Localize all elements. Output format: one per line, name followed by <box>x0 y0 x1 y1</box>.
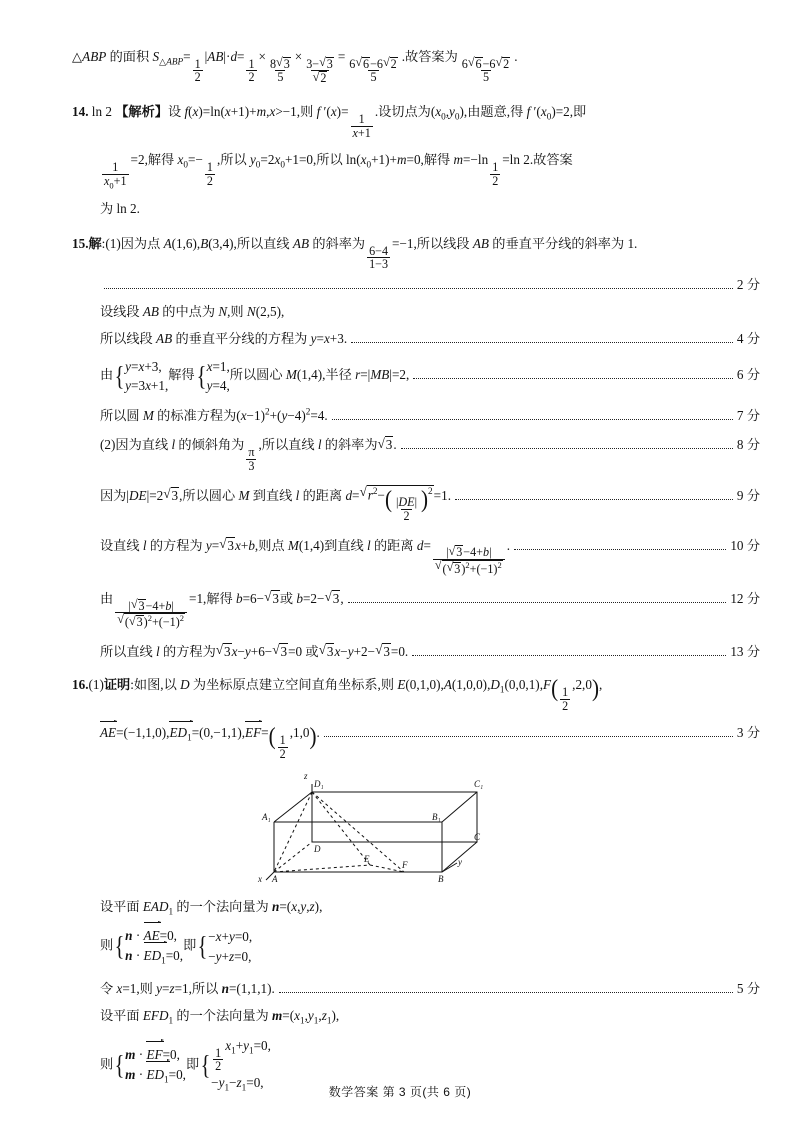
q15-line-1: 15.解:(1)因为点 A(1,6),B(3,4),所以直线 AB 的斜率为 $\frac{6-4}{1-3}$ =−1,所以线段 AB 的垂直平分线的斜率为 1. <box>72 236 638 272</box>
cuboid-svg <box>252 770 552 890</box>
dot-leader <box>412 643 726 656</box>
q15-score-1: 2 分 <box>736 277 760 293</box>
q14-line-2: $\frac{1}{x_0+1}$ =2,解得 $x_0=-$ $\frac{1}{2}$ ,所以 $y_0=2x_0+1=0$,所以 $\ln(x_0+1)+m=0$,解得 m=−ln $\frac{1}{2}$ =ln 2.故答案 <box>104 152 573 191</box>
dot-leader <box>413 366 733 379</box>
q15-line-2: 设线段 AB 的中点为 N,则 N(2,5), <box>100 304 285 320</box>
dot-leader <box>401 436 733 449</box>
q16-line-3: 设平面 $EAD_1$ 的一个法向量为 n=(x,y,z), <box>100 899 323 918</box>
q15-p3: 所以线段 AB 的垂直平分线的方程为 y=x+3. <box>100 331 348 347</box>
q16-line-6: 设平面 $EFD_1$ 的一个法向量为 $m=(x_1,y_1,z_1)$, <box>100 1008 340 1026</box>
q15-line-9 <box>100 588 760 629</box>
label-B1: B₁ <box>432 812 441 823</box>
question-16 <box>72 674 760 1095</box>
q15-score-9: 13 分 <box>730 644 760 660</box>
q14-line-3: 为 ln 2. <box>100 201 140 217</box>
q15-p6: (2)因为直线 l 的倾斜角为 $\frac{\pi}{3}$ ,所以直线 l 的斜率为 √ 3. <box>100 434 397 472</box>
dot-leader <box>279 980 733 993</box>
q16-score-1: 3 分 <box>736 725 760 741</box>
label-x: x <box>258 874 262 885</box>
q16-line-4: 则 { n · AE=0, $n \cdot ED_1=0$, 即 { −x+y=0, −y+z=0, <box>100 925 732 968</box>
question-15 <box>72 233 760 660</box>
question-14 <box>72 101 732 217</box>
q15-p7: 因为|DE|=2 √ 3,所以圆心 M 到直线 l 的距离 d= √ $r^2-$( $\frac{|DE|}{2}$ )$^2$=1. <box>100 485 451 523</box>
label-D1: D₁ <box>314 779 324 790</box>
q14-t3: =2,解得 $x_0=-$ <box>130 152 203 170</box>
q15-line-8 <box>100 535 760 576</box>
q15-line-6 <box>100 434 760 472</box>
q16-line-7: 则 { m · EF=0, $m \cdot ED_1=0$, 即 { $\frac{1}{2}$ $x_1+y_1=0$, $-y_1-z_1=0$, <box>100 1037 271 1093</box>
q16-p5: 令 x=1,则 y=z=1,所以 n=(1,1,1). <box>100 981 275 997</box>
q15-p8: 设直线 l 的方程为 y= √ 3x+b,则点 M(1,4)到直线 l 的距离 d= | √ 3−4+b| √ ( √ $3)^2+(-1)^2$ . <box>100 535 510 576</box>
q14-tag: 【解析】 <box>115 104 168 120</box>
page-content <box>72 46 760 1102</box>
q14-line-1: 14. ln 2 【解析】设 f(x)=ln(x+1)+m,x>−1,则 f ′(x)= $\frac{1}{x+1}$ .设切点为$(x_0,y_0)$,由题意,得 f $'(x_0)=2$,即 <box>72 104 587 140</box>
dot-leader <box>351 330 733 343</box>
q15-line-10 <box>100 641 760 660</box>
dot-leader <box>324 724 733 737</box>
label-B: B <box>438 874 444 885</box>
q16-line-1 <box>72 674 732 712</box>
dot-leader <box>348 590 727 603</box>
q16-label: 16. <box>72 677 89 693</box>
q16-part1: (1) <box>88 677 104 693</box>
label-E: E <box>364 854 370 865</box>
q14-t2: .设切点为$(x_0,y_0)$,由题意,得 f $'(x_0)=2$,即 <box>374 104 587 122</box>
q15-p1: :(1)因为点 A(1,6),B(3,4),所以直线 AB 的斜率为 <box>101 236 366 252</box>
q16-line-2 <box>100 722 760 760</box>
q14-t4: ,所以 $y_0=2x_0+1=0$,所以 $\ln(x_0+1)+m=0$,解得 m=−ln <box>216 152 489 170</box>
q15-line-7 <box>100 485 760 523</box>
q14-answer-head: ln 2 <box>91 104 112 120</box>
q15-score-2: 4 分 <box>736 331 760 347</box>
label-A: A <box>272 874 278 885</box>
q14-t1: 设 f(x)=ln(x+1)+m,x>−1,则 f ′(x)= <box>167 104 349 120</box>
label-F: F <box>402 860 408 871</box>
label-A1: A₁ <box>262 812 271 823</box>
q15-p10: 所以直线 l 的方程为 √ 3x−y+6− √ 3=0 或 √ 3x−y+2− √ 3=0. <box>100 641 408 660</box>
q13-text: △ABP 的面积 $S_{\triangle ABP}=$ $\frac{1}{2}$ |AB|·d= $\frac{1}{2}$ × $\frac{8 √ 3}{5}$ × 3− √ 3 √ 2 = $\frac{6 √ 6-6 √ 2}{5}$ .故答案为 $\frac{6 √ 6-6 √ 2}{5}$ . <box>72 49 518 64</box>
page-footer: 数学答案 第 3 页(共 6 页) <box>328 1085 472 1099</box>
dot-leader <box>332 407 733 420</box>
q15-score-4: 7 分 <box>736 408 760 424</box>
cuboid-figure <box>252 770 552 890</box>
dot-leader <box>514 537 726 550</box>
label-D: D <box>314 844 321 855</box>
label-y: y <box>458 857 462 868</box>
label-C1: C₁ <box>474 779 484 790</box>
dot-leader <box>104 276 733 289</box>
q15-line-5 <box>100 405 760 424</box>
q16-p2: $AE=(-1,1,0),ED_1=(0,-1,1),EF=$( $\frac{1}{2}$ ,1,0). <box>100 722 320 761</box>
q15-score-6: 9 分 <box>736 487 760 503</box>
dot-leader <box>455 487 733 500</box>
q14-label: 14. <box>72 104 89 120</box>
q15-p9: 由 | √ 3−4+b| √ ( √ $3)^2+(-1)^2$ =1,解得 b=6− √ 3或 b=2− √ 3, <box>100 588 344 629</box>
q16-zhengming: 证明 <box>103 677 131 693</box>
q15-label: 15. <box>72 236 89 252</box>
q16-p1: :如图,以 D 为坐标原点建立空间直角坐标系,则 $E(0,1,0),A(1,0,0),D_1(0,0,1),F$( $\frac{1}{2}$ ,2,0), <box>130 674 603 713</box>
q15-p5: 所以圆 M 的标准方程为$(x-1)^2+(y-4)^2=4$. <box>100 407 328 424</box>
q14-t5: =ln 2.故答案 <box>502 152 573 168</box>
q15-score-row-1 <box>100 274 760 293</box>
label-z: z <box>304 771 308 782</box>
label-C: C <box>474 832 481 843</box>
q15-score-8: 12 分 <box>730 590 760 606</box>
q15-p4: 由 { y=x+3, y=3x+1, 解得 { x=1, y=4, 所以圆心 M(1,4),半径 r=|MB|=2, <box>100 359 410 394</box>
q15-score-5: 8 分 <box>736 437 760 453</box>
q15-jie: 解 <box>88 236 102 252</box>
q16-line-5 <box>100 978 760 997</box>
q15-line-4 <box>100 357 760 395</box>
q16-score-2: 5 分 <box>736 981 760 997</box>
question-13-tail <box>72 46 732 85</box>
q15-score-7: 10 分 <box>730 537 760 553</box>
q15-line-3 <box>100 328 760 347</box>
q15-score-3: 6 分 <box>736 367 760 383</box>
q15-p1b: =−1,所以线段 AB 的垂直平分线的斜率为 1. <box>392 236 638 252</box>
